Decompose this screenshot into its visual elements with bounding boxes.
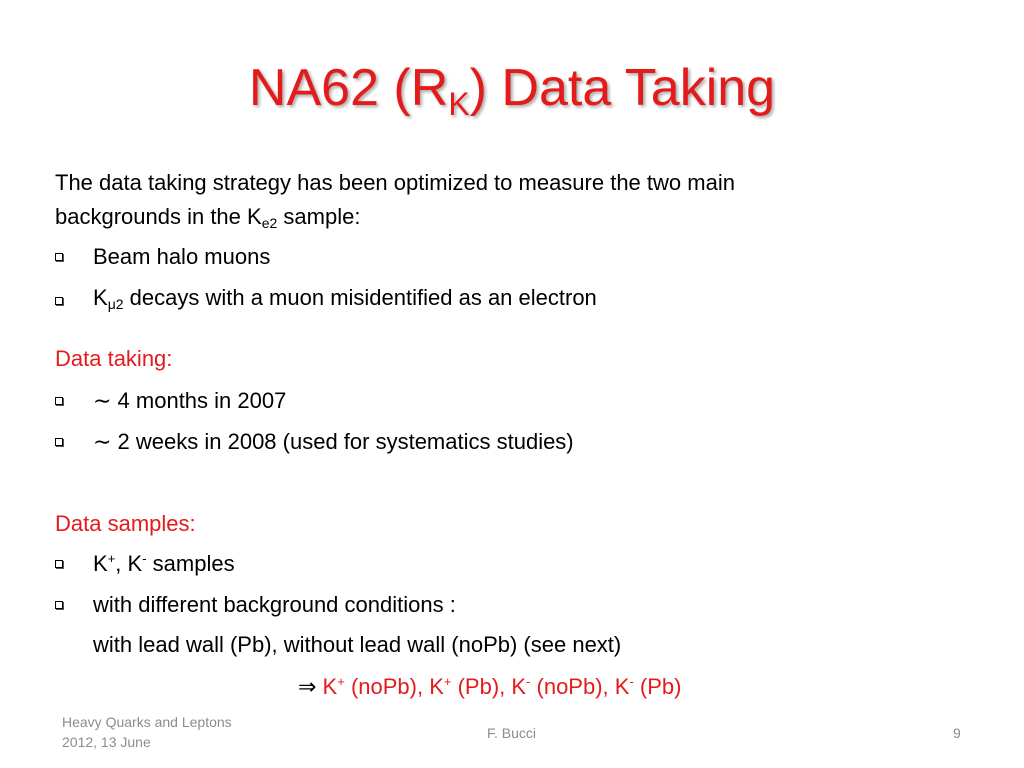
bullet-tail: samples [146, 551, 235, 576]
result-part: (noPb), K [344, 674, 444, 699]
superscript: - [526, 674, 531, 689]
square-bullet-icon [55, 438, 63, 446]
bullet-2007 [55, 386, 286, 416]
intro-line-2-tail: sample: [277, 204, 361, 229]
square-bullet-icon [55, 601, 63, 609]
intro-line-1: The data taking strategy has been optimized to measure the two main [55, 170, 735, 195]
bullet-2008 [55, 427, 574, 457]
bullet-text [93, 549, 235, 579]
k-label: , K [115, 551, 143, 576]
bullet-beam-halo [55, 242, 270, 272]
title-text-rest: ) Data Taking [469, 59, 776, 117]
title-subscript: K [448, 86, 470, 122]
intro-line-2 [55, 200, 955, 240]
title-text: NA62 (R [248, 59, 449, 117]
superscript: + [443, 674, 452, 689]
footer-event: Heavy Quarks and Leptons [62, 714, 232, 730]
intro-subscript: e2 [261, 215, 278, 231]
bullet-prefix: K [93, 285, 108, 310]
bullet-subscript: μ2 [107, 296, 124, 312]
indent-line: with lead wall (Pb), without lead wall (noPb) (see next) [93, 632, 622, 657]
page-number: 9 [953, 725, 961, 741]
superscript: - [142, 551, 147, 566]
square-bullet-icon [55, 297, 63, 305]
bullet-tail: decays with a muon misidentified as an electron [123, 285, 597, 310]
square-bullet-icon [55, 253, 63, 261]
bullet-kmu2 [55, 283, 597, 319]
result-line [298, 672, 681, 702]
bullet-text: ∼ 2 weeks in 2008 (used for systematics studies) [93, 429, 574, 454]
result-part: (noPb), K [530, 674, 630, 699]
slide-title [0, 60, 1024, 122]
footer-date: 2012, 13 June [62, 734, 151, 750]
footer-left [62, 712, 232, 752]
bullet-conditions [55, 590, 456, 620]
result-part: (Pb) [633, 674, 682, 699]
square-bullet-icon [55, 397, 63, 405]
implies-arrow-icon: ⇒ [298, 674, 317, 699]
data-samples-heading: Data samples: [55, 511, 196, 536]
result-part: K [316, 674, 338, 699]
result-part: (Pb), K [451, 674, 527, 699]
superscript: - [629, 674, 634, 689]
intro-paragraph [55, 166, 955, 240]
superscript: + [337, 674, 345, 689]
square-bullet-icon [55, 560, 63, 568]
footer-author: F. Bucci [487, 725, 537, 741]
bullet-samples [55, 549, 235, 579]
bullet-text: ∼ 4 months in 2007 [93, 388, 287, 413]
data-taking-heading: Data taking: [55, 346, 173, 371]
superscript: + [107, 551, 116, 566]
bullet-text: with different background conditions : [93, 592, 456, 617]
result-text [316, 674, 681, 699]
bullet-text [93, 283, 597, 319]
intro-line-2-text: backgrounds in the K [55, 204, 262, 229]
bullet-text: Beam halo muons [93, 244, 271, 269]
k-label: K [93, 551, 108, 576]
